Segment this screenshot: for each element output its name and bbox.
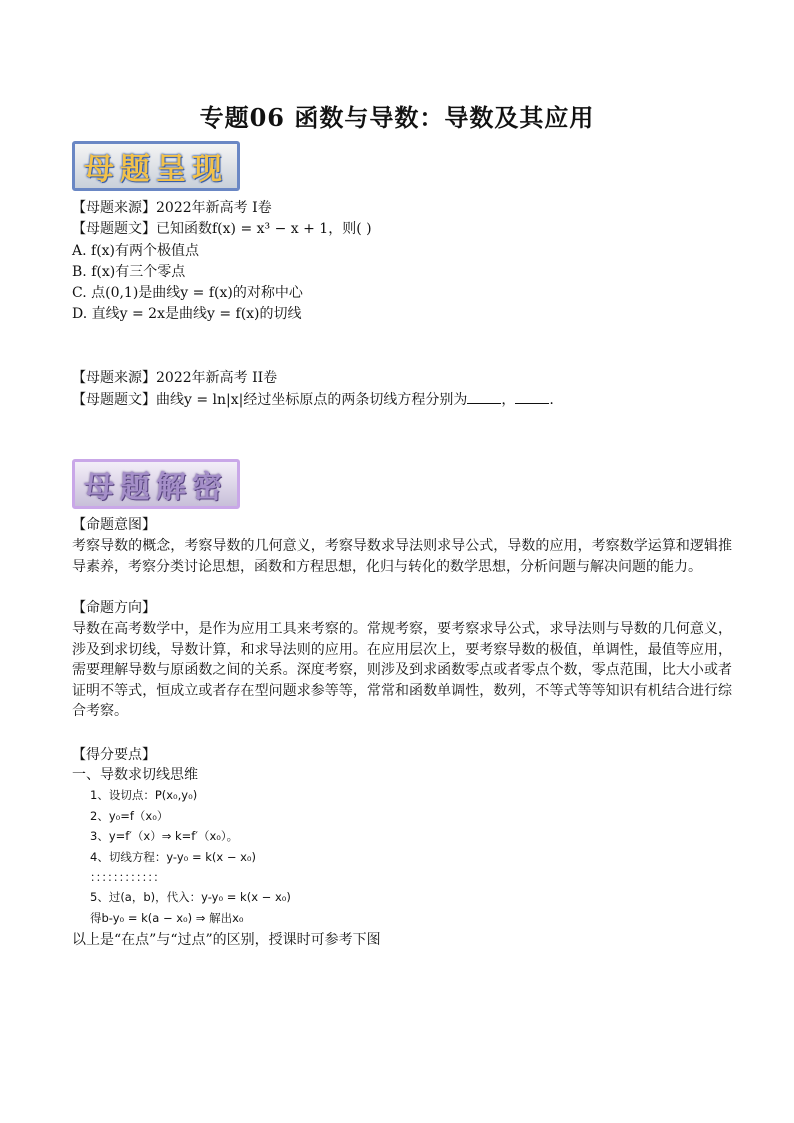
step-2: 2、y₀=f（x₀）	[90, 809, 169, 823]
q2-source: 2022年新高考 II卷	[156, 370, 278, 386]
section-badge-question: 母题呈现	[72, 141, 240, 191]
q1-option-d: D. 直线y = 2x是曲线y = f(x)的切线	[72, 306, 302, 322]
q1-option-b: B. f(x)有三个零点	[72, 264, 186, 280]
q2-end: .	[549, 392, 554, 408]
direction-heading: 【命题方向】	[72, 600, 156, 616]
q1-text-tag: 【母题题文】	[72, 221, 156, 237]
q1-source-tag: 【母题来源】	[72, 200, 156, 216]
q2-source-line	[72, 368, 277, 388]
section-badge-analysis: 母题解密	[72, 459, 240, 509]
step-1: 1、设切点：P(x₀,y₀)	[90, 788, 198, 802]
intent-heading: 【命题意图】	[72, 517, 156, 533]
q1-text: 已知函数f(x) = x³ − x + 1，则( )	[156, 221, 372, 237]
step-6: 得b-y₀ = k(a − x₀) ⇒ 解出x₀	[90, 911, 244, 925]
q2-text-line	[72, 389, 554, 410]
q2-text-tag: 【母题题文】	[72, 392, 156, 408]
q2-source-tag: 【母题来源】	[72, 370, 156, 386]
points-footer: 以上是“在点”与“过点”的区别，授课时可参考下图	[72, 932, 381, 948]
q1-option-c: C. 点(0,1)是曲线y = f(x)的对称中心	[72, 285, 303, 301]
q2-text: 曲线y = ln|x|经过坐标原点的两条切线方程分别为	[156, 392, 468, 408]
answer-blank-2	[515, 389, 549, 404]
answer-blank-1	[467, 389, 501, 404]
step-4: 4、切线方程：y-y₀ = k(x − x₀)	[90, 850, 257, 864]
q1-text-line	[72, 219, 372, 239]
step-3: 3、y=f′（x）⇒ k=f′（x₀）。	[90, 829, 239, 843]
q2-separator: ，	[501, 392, 516, 408]
points-subheading: 一、导数求切线思维	[72, 767, 198, 783]
step-5: 5、过(a，b)，代入：y-y₀ = k(x − x₀)	[90, 890, 291, 904]
step-dots: ：：：：：：：：：：：：	[90, 870, 165, 884]
page-title: 专题06 函数与导数：导数及其应用	[199, 103, 595, 132]
intent-body: 考察导数的概念，考察导数的几何意义，考察导数求导法则求导公式，导数的应用，考察数学运算和逻辑推导素养，考察分类讨论思想，函数和方程思想，化归与转化的数学思想，分析问题与解决问题的能力。	[72, 538, 732, 575]
direction-body: 导数在高考数学中，是作为应用工具来考察的。常规考察，要考察求导公式，求导法则与导数的几何意义，涉及到求切线，导数计算，和求导法则的应用。在应用层次上，要考察导数的极值，单调性，最值等应用，需要理解导数与原函数之间的关系。深度考察，则涉及到求函数零点或者零点个数，零点范围，比大小或者证明不等式，恒成立或者存在型问题求参等等，常常和函数单调性，数列，不等式等等知识有机结合进行综合考察。	[72, 621, 732, 719]
q1-source: 2022年新高考 I卷	[156, 200, 272, 216]
q1-source-line	[72, 198, 272, 218]
q1-option-a: A. f(x)有两个极值点	[72, 243, 200, 259]
points-heading: 【得分要点】	[72, 747, 156, 763]
